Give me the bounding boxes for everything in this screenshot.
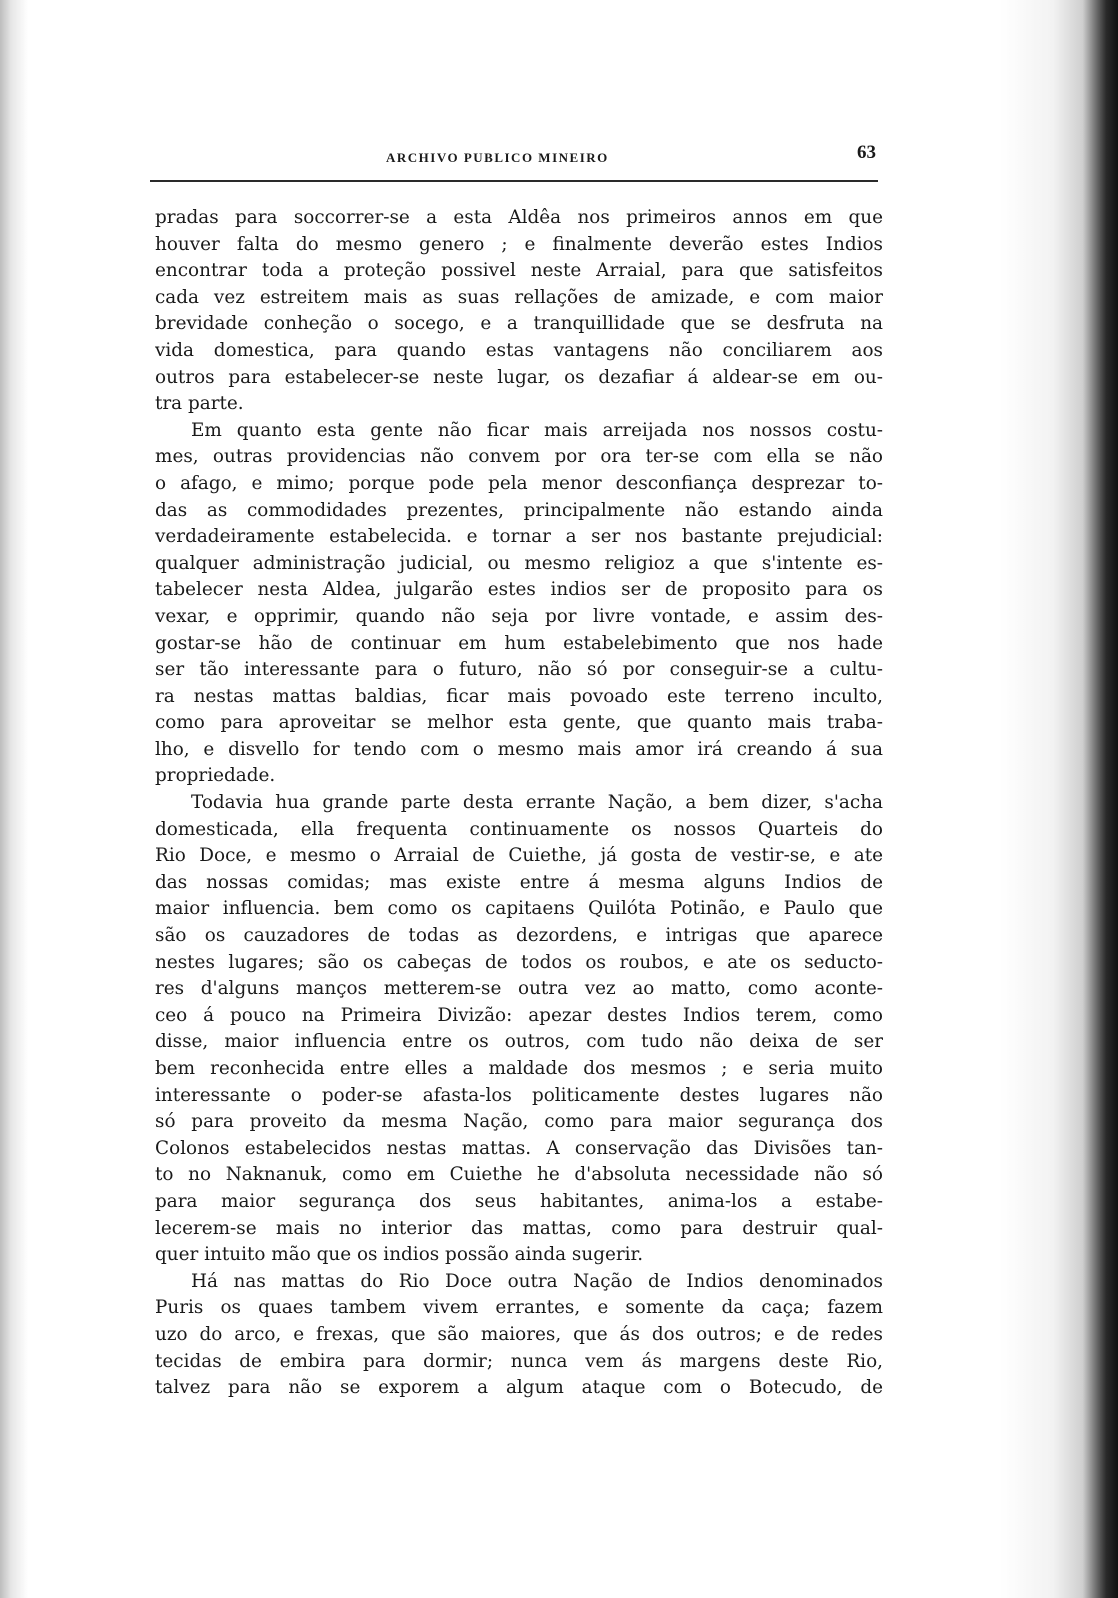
text-line: houver falta do mesmo genero ; e finalmente deverão estes Indios	[155, 233, 883, 255]
text-line: vexar, e opprimir, quando não seja por livre vontade, e assim des-	[155, 605, 883, 627]
paragraph-1	[155, 205, 883, 418]
text-line: outros para estabelecer-se neste lugar, os dezafiar á aldear-se em ou-	[155, 366, 883, 388]
text-line: Em quanto esta gente não ficar mais arreijada nos nossos costu-	[191, 419, 883, 441]
header-rule	[150, 180, 878, 182]
paragraph-2	[155, 418, 883, 790]
text-line: Rio Doce, e mesmo o Arraial de Cuiethe, já gosta de vestir-se, e ate	[155, 845, 883, 867]
text-line: talvez para não se exporem a algum ataque com o Botecudo, de	[155, 1377, 883, 1399]
text-line: ser tão interessante para o futuro, não só por conseguir-se a cultu-	[155, 659, 883, 681]
text-line: o afago, e mimo; porque pode pela menor desconfiança desprezar to-	[155, 472, 883, 494]
text-line: tra parte.	[155, 393, 244, 415]
text-line: tecidas de embira para dormir; nunca vem ás margens deste Rio,	[155, 1350, 883, 1372]
body-text	[155, 205, 883, 1402]
text-line: uzo do arco, e frexas, que são maiores, que ás dos outros; e de redes	[155, 1323, 883, 1345]
text-line: pradas para soccorrer-se a esta Aldêa nos primeiros annos em que	[155, 207, 883, 228]
text-line: propriedade.	[155, 765, 276, 787]
text-line: tabelecer nesta Aldea, julgarão estes indios ser de proposito para os	[155, 579, 883, 601]
running-header	[150, 142, 880, 174]
text-line: quer intuito mão que os indios possão ainda sugerir.	[155, 1244, 644, 1266]
text-line: cada vez estreitem mais as suas rellações de amizade, e com maior	[155, 286, 883, 308]
text-line: das nossas comidas; mas existe entre á mesma alguns Indios de	[155, 871, 883, 893]
text-line: Colonos estabelecidos nestas mattas. A conservação das Divisões tan-	[155, 1137, 883, 1159]
text-line: ra nestas mattas baldias, ficar mais povoado este terreno inculto,	[155, 685, 883, 707]
text-line: Puris os quaes tambem vivem errantes, e somente da caça; fazem	[155, 1297, 883, 1319]
text-line: qualquer administração judicial, ou mesmo religioz a que s'intente es-	[155, 552, 883, 574]
page-number: 63	[857, 142, 876, 163]
text-line: disse, maior influencia entre os outros, com tudo não deixa de ser	[155, 1031, 883, 1053]
paragraph-3	[155, 790, 883, 1269]
text-line: das as commodidades prezentes, principalmente não estando ainda	[155, 499, 883, 521]
text-line: encontrar toda a proteção possivel neste Arraial, para que satisfeitos	[155, 260, 883, 282]
text-line: brevidade conheção o socego, e a tranquillidade que se desfruta na	[155, 313, 883, 335]
text-line: to no Naknanuk, como em Cuiethe he d'absoluta necessidade não só	[155, 1164, 883, 1186]
book-binding-edge	[1000, 0, 1118, 1598]
text-line: interessante o poder-se afasta-los politicamente destes lugares não	[155, 1084, 883, 1106]
text-line: Todavia hua grande parte desta errante Nação, a bem dizer, s'acha	[191, 792, 883, 814]
text-line: lho, e disvello for tendo com o mesmo mais amor irá creando á sua	[155, 738, 883, 760]
text-line: res d'alguns manços metterem-se outra vez ao matto, como aconte-	[155, 978, 883, 1000]
text-line: vida domestica, para quando estas vantagens não conciliarem aos	[155, 339, 883, 361]
running-title: ARCHIVO PUBLICO MINEIRO	[386, 150, 609, 165]
text-line: maior influencia. bem como os capitaens Quilóta Potinão, e Paulo que	[155, 898, 883, 920]
text-line: ceo á pouco na Primeira Divizão: apezar destes Indios terem, como	[155, 1004, 883, 1026]
text-line: são os cauzadores de todas as dezordens, e intrigas que aparece	[155, 925, 883, 947]
text-line: mes, outras providencias não convem por ora ter-se com ella se não	[155, 446, 883, 468]
text-line: como para aproveitar se melhor esta gente, que quanto mais traba-	[155, 712, 883, 734]
text-line: nestes lugares; são os cabeças de todos os roubos, e ate os seducto-	[155, 951, 883, 973]
text-line: só para proveito da mesma Nação, como para maior segurança dos	[155, 1111, 883, 1133]
text-line: bem reconhecida entre elles a maldade dos mesmos ; e seria muito	[155, 1058, 883, 1079]
page-left-shadow	[0, 0, 28, 1598]
paragraph-4	[155, 1269, 883, 1402]
text-line: gostar-se hão de continuar em hum estabelebimento que nos hade	[155, 632, 883, 654]
text-line: domesticada, ella frequenta continuamente os nossos Quarteis do	[155, 818, 883, 840]
text-line: verdadeiramente estabelecida. e tornar a ser nos bastante prejudicial:	[155, 526, 883, 548]
text-line: lecerem-se mais no interior das mattas, como para destruir qual-	[155, 1217, 883, 1239]
text-line: para maior segurança dos seus habitantes, anima-los a estabe-	[155, 1190, 883, 1212]
text-line: Há nas mattas do Rio Doce outra Nação de Indios denominados	[191, 1270, 883, 1292]
